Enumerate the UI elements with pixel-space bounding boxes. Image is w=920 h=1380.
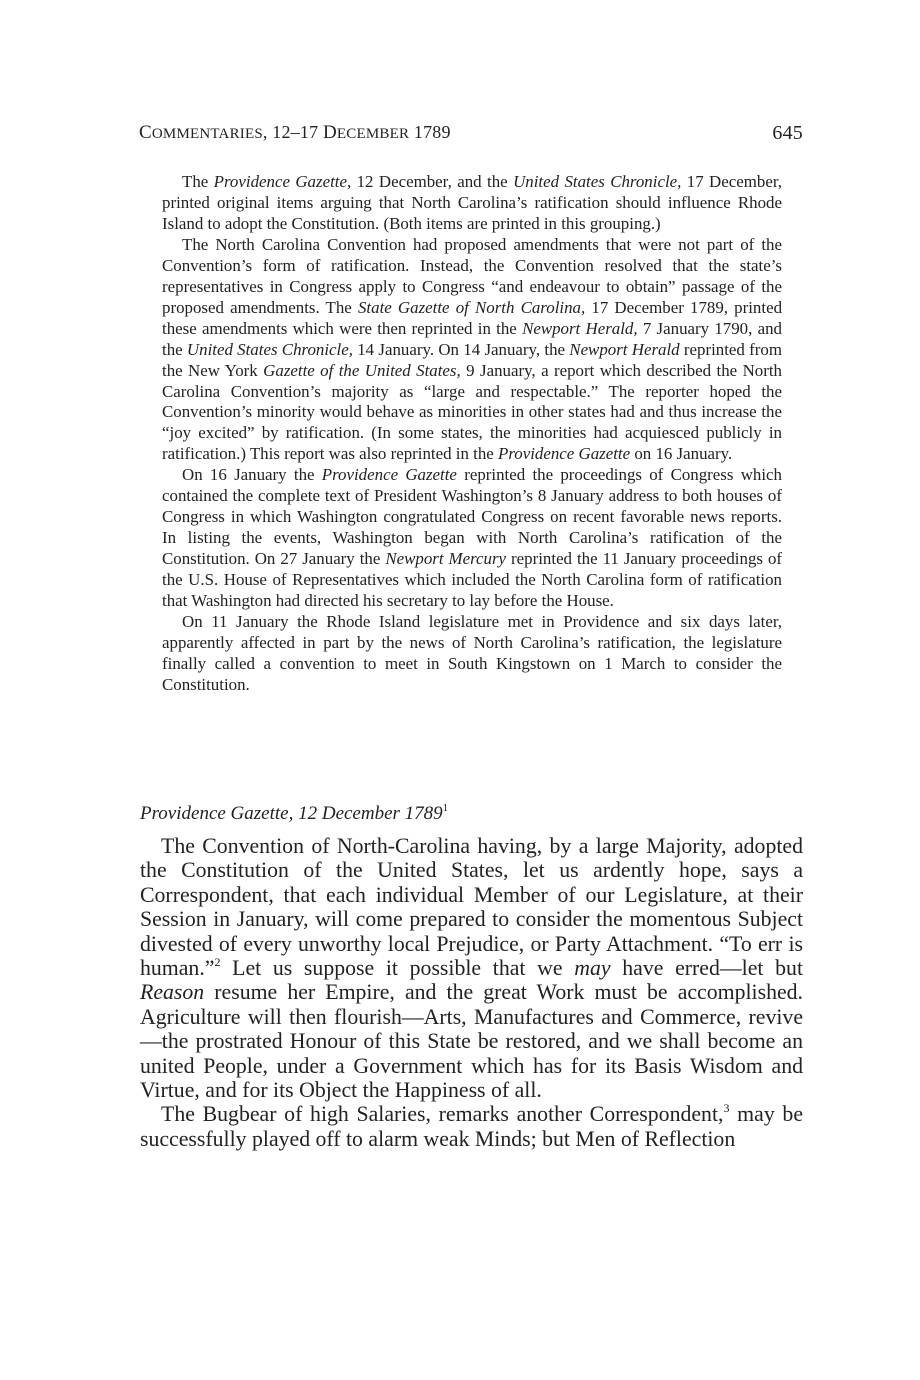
body-p2-text-1: The Bugbear of high Salaries, remarks another Correspondent, [161, 1102, 724, 1127]
intro-paragraph-1 [162, 172, 782, 235]
intro-p3-italic-1: Providence Gazette [321, 465, 457, 485]
intro-p3-text-3: reprinted the 11 January proceedings of the U.S. House of Representatives which included the North Carolina form of ratification that Washington had directed his secretary to lay before the House. [162, 549, 783, 611]
intro-p2-text-2: 17 December 1789, printed these amendments which were then reprinted in the [162, 297, 783, 338]
intro-paragraph-4 [162, 612, 782, 696]
intro-p2-text-6: 9 January, a report which described the North Carolina Convention’s majority as “large and respectable.” The reporter hoped the Convention’s minority would behave as minorities in other states had and thus increase the “joy excited” by ratification. (In some states, the minorities had acquiesced publicly in ratification.) This report was also reprinted in the [162, 360, 782, 464]
intro-p3-text-1: On 16 January the [182, 465, 322, 485]
intro-p2-text-5: reprinted from the New York [162, 339, 782, 380]
running-head-dates: , 12–17 [262, 122, 323, 142]
body-paragraph-1 [140, 834, 803, 1102]
intro-p1-text-2: 12 December, and the [351, 172, 514, 191]
intro-p2-italic-4: Newport Herald [569, 339, 680, 359]
intro-p2-italic-3: United States Chronicle, [186, 339, 353, 359]
intro-p3-text-2: reprinted the proceedings of Congress which contained the complete text of President Washington’s 8 January address to both houses of Congress in which Washington congratulated Congress on recent favorable news reports. In listing the events, Washington began with North Carolina’s ratification of the Constitution. On 27 January the [162, 465, 782, 569]
intro-p4-text-1: On 11 January the Rhode Island legislature met in Providence and six days later, apparently affected in part by the news of North Carolina’s ratification, the legislature finally called a convention to meet in South Kingstown on 1 March to consider the Constitution. [162, 612, 782, 694]
running-head-year: 1789 [409, 122, 451, 142]
footnote-marker: 1 [442, 802, 449, 814]
running-head-title-initial: C [139, 122, 152, 143]
intro-p2-text-3: 7 January 1790, and the [162, 318, 782, 359]
footnote-marker: 2 [214, 955, 221, 970]
intro-p2-text-1: The North Carolina Convention had proposed amendments that were not part of the Convention’s form of ratification. Instead, the Convention resolved that the state’s representatives in Congress apply to Congress “and endeavour to obtain” passage of the proposed amendments. The [162, 234, 782, 317]
running-head-title [139, 122, 451, 144]
intro-p2-italic-1: State Gazette of North Carolina, [357, 297, 586, 317]
intro-p1-text-3: 17 December, printed original items arguing that North Carolina’s ratification should influence Rhode Island to adopt the Constitution. (Both items are printed in this grouping.) [162, 172, 783, 233]
body-paragraph-2 [140, 1102, 803, 1151]
footnote-marker: 3 [723, 1101, 730, 1116]
running-head-month-rest: ECEMBER [336, 126, 410, 142]
intro-p2-text-7: on 16 January. [630, 444, 733, 464]
body-p1-text-2: Let us suppose it possible that we [220, 956, 575, 981]
document-heading [140, 802, 780, 825]
running-head-title-rest: OMMENTARIES [151, 126, 263, 142]
intro-p2-italic-6: Providence Gazette [498, 444, 631, 464]
body-p1-italic-1: may [574, 956, 611, 981]
document-body [140, 834, 803, 1151]
body-p1-text-3: have erred—let but [610, 956, 803, 981]
intro-p1-text-1: The [182, 172, 214, 191]
intro-p2-italic-5: Gazette of the United States, [263, 360, 461, 380]
intro-p1-italic-2: United States Chronicle, [513, 172, 682, 191]
page-number: 645 [772, 122, 803, 144]
body-p1-text-4: resume her Empire, and the great Work must be accomplished. Agriculture will then flourish—Arts, Manufactures and Commerce, revive—the prostrated Honour of this State be restored, and we shall become an united People, under a Government which has for its Basis Wisdom and Virtue, and for its Object the Happiness of all. [140, 980, 803, 1103]
intro-paragraph-3 [162, 465, 782, 612]
intro-paragraph-2 [162, 235, 782, 465]
body-p2-text-2: may be successfully played off to alarm weak Minds; but Men of Reflection [140, 1102, 804, 1151]
body-p1-italic-2: Reason [140, 980, 205, 1005]
running-head-month-initial: D [323, 122, 337, 143]
body-p1-text-1: The Convention of North-Carolina having, by a large Majority, adopted the Constitution of the United States, let us ardently hope, says a Correspondent, that each individual Member of our Legislature, at their Session in January, will come prepared to consider the momentous Subject divested of every unworthy local Prejudice, or Party Attachment. “To err is human.” [140, 834, 803, 981]
running-head [139, 122, 803, 150]
intro-p3-italic-2: Newport Mercury [385, 549, 507, 569]
editorial-introduction [162, 172, 782, 696]
document-heading-text: Providence Gazette, 12 December 1789 [140, 803, 443, 824]
intro-p1-italic-1: Providence Gazette, [213, 172, 352, 191]
intro-p2-italic-2: Newport Herald, [522, 318, 638, 338]
intro-p2-text-4: 14 January. On 14 January, the [352, 339, 570, 359]
